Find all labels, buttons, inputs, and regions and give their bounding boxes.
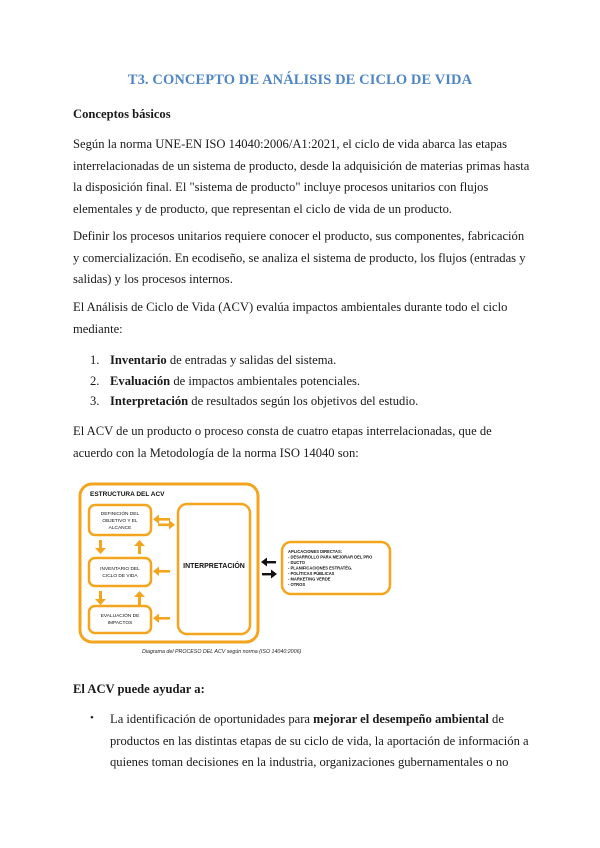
diagram-title: ESTRUCTURA DEL ACV	[90, 491, 165, 498]
section-head-ayuda: El ACV puede ayudar a:	[73, 682, 205, 696]
list-number: 2.	[90, 373, 100, 388]
paragraph-4: El ACV de un producto o proceso consta de cuatro etapas interrelacionadas, que de acuerdo con la Metodología de la norma ISO 14040 son:	[73, 424, 492, 460]
paragraph-3: El Análisis de Ciclo de Vida (ACV) evalúa impactos ambientales durante todo el ciclo mediante:	[73, 300, 508, 336]
app-line: - MARKETING VERDE	[288, 576, 331, 582]
list-item-text: de impactos ambientales potenciales.	[170, 373, 361, 388]
acv-phases-list	[90, 350, 530, 412]
box-evaluacion-line1: EVALUACIÓN DE	[100, 614, 140, 619]
list-number: 3.	[90, 394, 100, 408]
bullet-text-post: de productos en las distintas etapas de su ciclo de vida, la aportación de información a quienes toman decisiones en la industria, organizaciones gubernamentales o no	[110, 712, 529, 769]
box-inventario	[89, 558, 151, 586]
up-arrow-icon	[134, 540, 145, 554]
right-arrow-icon	[158, 520, 175, 530]
box-inventario-line1: INVENTARIO DEL	[100, 567, 140, 572]
bullet-text-bold: mejorar el desempeño ambiental	[313, 712, 489, 726]
box-evaluacion	[89, 606, 151, 633]
list-item-bold: Evaluación	[110, 373, 171, 388]
app-line: - OTROS	[288, 582, 306, 587]
list-item-bold: Interpretación	[110, 394, 189, 408]
box-inventario-line2: CICLO DE VIDA	[102, 574, 138, 579]
list-number: 1.	[90, 353, 100, 367]
app-line: - POLÍTICAS PÚBLICAS	[288, 571, 335, 576]
subtitle-conceptos: Conceptos básicos	[73, 107, 171, 121]
diagram-caption: Diagrama del PROCESO DEL ACV según norma (ISO 14040:2006)	[142, 649, 302, 655]
left-arrow-icon	[261, 558, 276, 567]
paragraph-1: Según la norma UNE-EN ISO 14040:2006/A1:2021, el ciclo de vida abarca las etapas interrelacionadas de un sistema de producto, desde la adquisición de materias primas hasta la disposición final. El "sistema de producto" incluye procesos unitarios con flujos elementales y de producto, que representan el ciclo de vida de un producto.	[73, 137, 530, 216]
box-evaluacion-line2: IMPACTOS	[107, 621, 133, 626]
paragraph-2: Definir los procesos unitarios requiere conocer el producto, sus componentes, fabricación y comercialización. En ecodiseño, se analiza el sistema de producto, los flujos (entradas y salidas) y los procesos internos.	[73, 229, 526, 286]
app-line: APLICACIONES DIRECTAS:	[288, 549, 343, 554]
left-arrow-icon	[153, 614, 170, 624]
help-bullet-list	[90, 709, 535, 774]
list-item	[90, 350, 530, 371]
down-arrow-icon	[95, 591, 106, 605]
left-arrow-icon	[153, 515, 170, 525]
page-title: T3. CONCEPTO DE ANÁLISIS DE CICLO DE VIDA	[127, 72, 473, 88]
acv-structure-diagram	[78, 480, 394, 662]
list-item	[90, 709, 535, 774]
down-arrow-icon	[95, 540, 106, 554]
list-item-text: de resultados según los objetivos del estudio.	[188, 394, 419, 408]
box-definicion-line2: OBJETIVO Y EL	[102, 519, 138, 524]
app-line: - PLANIFICACIONES ESTRATÉG.	[288, 565, 353, 571]
app-line: - DUCTO	[288, 560, 305, 565]
box-definicion-line1: DEFINICIÓN DEL	[100, 512, 140, 517]
box-definicion-line3: ALCANCE	[108, 526, 132, 531]
list-item-bold: Inventario	[110, 353, 167, 367]
right-arrow-icon	[262, 570, 277, 579]
app-line: - DESARROLLO PARA MEJORAR DEL PRO	[288, 554, 373, 560]
list-item-text: de entradas y salidas del sistema.	[166, 353, 337, 367]
box-interpretacion-label: INTERPRETACIÓN	[183, 563, 245, 570]
list-item	[90, 371, 530, 392]
bullet: •	[90, 712, 94, 724]
left-arrow-icon	[153, 567, 170, 577]
up-arrow-icon	[134, 591, 145, 605]
list-item	[90, 391, 530, 412]
bullet-text-pre: La identificación de oportunidades para	[110, 712, 314, 726]
